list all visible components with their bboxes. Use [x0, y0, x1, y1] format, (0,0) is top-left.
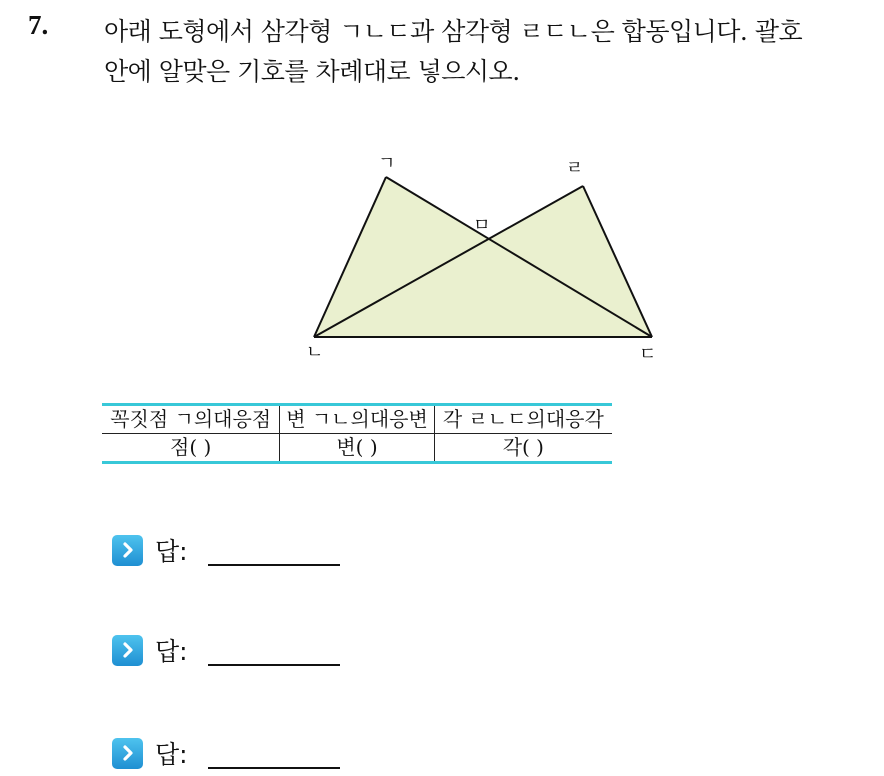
answer-row-2: [112, 632, 340, 668]
cell-side-blank: 변( ): [280, 434, 434, 461]
chevron-right-icon: [112, 738, 143, 769]
cell-point-blank: 점( ): [102, 434, 280, 461]
chevron-right-icon: [112, 635, 143, 666]
answer-row-3: [112, 735, 340, 771]
question-number: 7.: [28, 10, 49, 40]
chevron-right-icon: [112, 535, 143, 566]
question-line-2: 안에 알맞은 기호를 차례대로 넣으시오.: [104, 57, 520, 86]
answer-label: 답:: [155, 637, 188, 666]
vertex-label-a: ㄱ: [378, 153, 396, 174]
answer-row-1: [112, 532, 340, 568]
question-text: [104, 12, 874, 92]
vertex-label-d: ㄹ: [566, 158, 584, 179]
header-corresponding-point: 꼭짓점 ㄱ의대응점: [102, 406, 280, 433]
correspondence-table: [102, 403, 612, 464]
cell-angle-blank: 각( ): [502, 435, 544, 459]
vertex-label-e: ㅁ: [473, 215, 491, 236]
vertex-label-b: ㄴ: [306, 342, 324, 363]
table-header-row: [102, 406, 612, 434]
vertex-label-c: ㄷ: [639, 344, 657, 365]
answer-blank-2[interactable]: [208, 634, 340, 666]
triangle-diagram: [290, 150, 690, 375]
answer-blank-3[interactable]: [208, 737, 340, 769]
congruent-triangles-figure: [290, 150, 690, 375]
answer-label: 답:: [155, 740, 188, 769]
table-row: [102, 434, 612, 461]
answer-blank-1[interactable]: [208, 534, 340, 566]
question-line-1: 아래 도형에서 삼각형 ㄱㄴㄷ과 삼각형 ㄹㄷㄴ은 합동입니다. 괄호: [104, 17, 803, 46]
header-corresponding-side: 변 ㄱㄴ의대응변: [280, 406, 434, 433]
header-corresponding-angle: 각 ㄹㄴㄷ의대응각: [442, 407, 604, 431]
answer-label: 답:: [155, 537, 188, 566]
